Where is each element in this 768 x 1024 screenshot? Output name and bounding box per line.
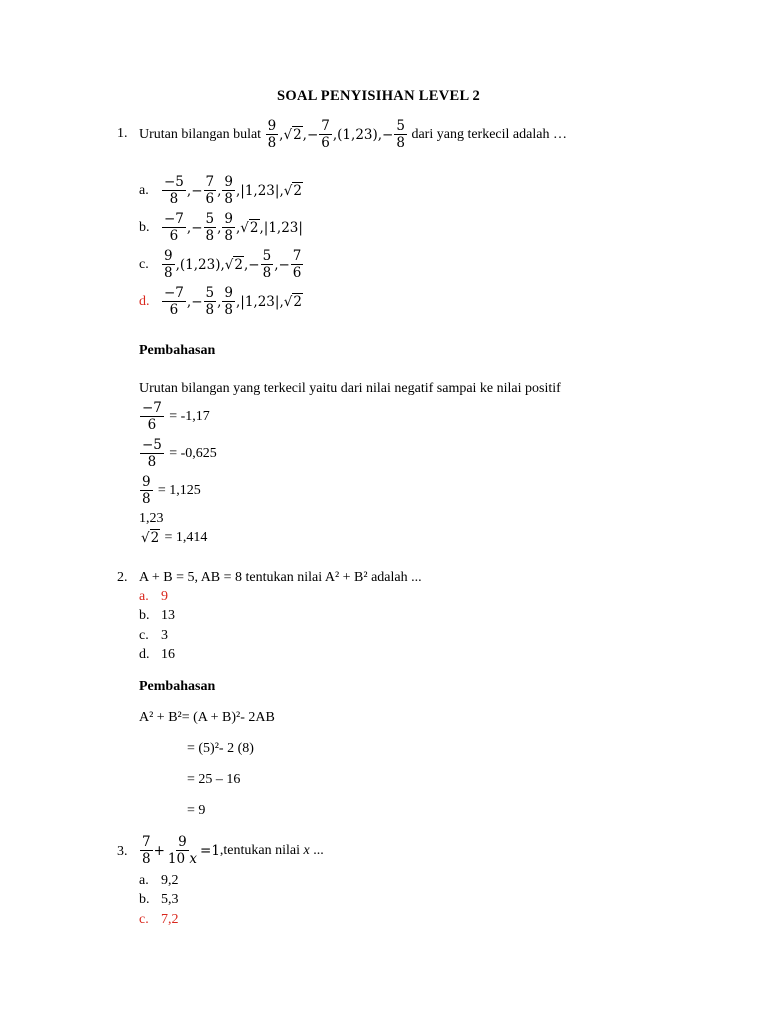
question-1-option-c: c. $\frac{9}{8}$ ,(1,23), √2 ,− $\frac{5}{8}$ ,− $\frac{7}{6}$ bbox=[139, 248, 302, 282]
question-3-variable: x bbox=[303, 842, 310, 858]
fraction-5-8: $\frac{5}{8}$ bbox=[396, 118, 405, 152]
fraction-9-8: $\frac{9}{8}$ bbox=[267, 118, 277, 152]
question-1-option-d: d. $\frac{-7}{6}$ ,− $\frac{5}{8}$ , $\frac{9}{8}$ ,|1,23|, √2 bbox=[139, 285, 302, 319]
value-text: = -0,625 bbox=[169, 445, 217, 461]
value-text: = 1,125 bbox=[157, 482, 201, 498]
question-3-option-b bbox=[139, 892, 179, 908]
question-2-option-d bbox=[139, 647, 175, 663]
value-row-5: √2 = 1,414 bbox=[141, 530, 208, 546]
sqrt-2: √2 bbox=[283, 126, 302, 143]
question-3-option-a bbox=[139, 873, 179, 889]
option-label: c. bbox=[139, 256, 149, 272]
option-label-correct: a. bbox=[139, 589, 149, 604]
question-1-text-after: dari yang terkecil adalah … bbox=[411, 126, 567, 142]
option-label: d. bbox=[139, 647, 150, 662]
option-label: b. bbox=[139, 219, 150, 235]
value-text: = -1,17 bbox=[169, 408, 210, 424]
option-value: 3 bbox=[161, 628, 168, 643]
option-value-correct: 7,2 bbox=[161, 912, 179, 927]
option-label-correct: c. bbox=[139, 912, 149, 927]
question-1-text: Urutan bilangan bulat $\frac{9}{8}$ , √2 ,− $\frac{7}{6}$ ,(1,23),− $\frac{5}{8}$ dari yang terkecil adalah … bbox=[139, 118, 567, 152]
question-3-ellipsis: ... bbox=[313, 842, 324, 858]
option-label-correct: d. bbox=[139, 293, 150, 309]
question-3-text-after: ,tentukan nilai bbox=[219, 842, 301, 858]
pembahasan-2-heading: Pembahasan bbox=[139, 679, 216, 694]
option-label: a. bbox=[139, 182, 149, 198]
value-row-4: 1,23 bbox=[139, 511, 164, 526]
question-2-text: A + B = 5, AB = 8 tentukan nilai A² + B² adalah ... bbox=[139, 570, 422, 585]
value-row-1: $\frac{-7}{6}$ = -1,17 bbox=[142, 400, 210, 434]
question-1-text-before: Urutan bilangan bulat bbox=[139, 126, 262, 142]
option-value: 5,3 bbox=[161, 892, 179, 907]
pembahasan-2-step-1: A² + B²= (A + B)²- 2AB bbox=[139, 710, 275, 725]
option-value: 13 bbox=[161, 608, 175, 623]
pembahasan-2-step-4: = 9 bbox=[187, 803, 206, 818]
question-3-text: $\frac{7}{8}$ + $\frac{9}{10 x}$ =1 ,tentukan nilai x ... bbox=[142, 834, 324, 868]
pembahasan-2-step-2: = (5)²- 2 (8) bbox=[187, 741, 254, 756]
question-2-option-c bbox=[139, 628, 168, 644]
option-label: c. bbox=[139, 628, 149, 643]
fraction-7-6: $\frac{7}{6}$ bbox=[321, 118, 330, 152]
option-value: 16 bbox=[161, 647, 175, 662]
pembahasan-1-explanation: Urutan bilangan yang terkecil yaitu dari nilai negatif sampai ke nilai positif bbox=[139, 381, 561, 396]
option-label: a. bbox=[139, 873, 149, 888]
question-2-option-a bbox=[139, 589, 168, 605]
value-row-3: $\frac{9}{8}$ = 1,125 bbox=[142, 474, 201, 508]
pembahasan-1-heading: Pembahasan bbox=[139, 343, 216, 358]
question-1-option-b: b. $\frac{-7}{6}$ ,− $\frac{5}{8}$ , $\frac{9}{8}$ , √2 ,|1,23| bbox=[139, 211, 303, 245]
pembahasan-2-step-3: = 25 – 16 bbox=[187, 772, 241, 787]
option-value-correct: 9 bbox=[161, 589, 168, 604]
question-2-option-b bbox=[139, 608, 175, 624]
option-label: b. bbox=[139, 608, 150, 623]
option-value: 9,2 bbox=[161, 873, 179, 888]
question-3-option-c bbox=[139, 912, 179, 928]
question-3-number: 3. bbox=[117, 844, 128, 859]
option-label: b. bbox=[139, 892, 150, 907]
question-1-option-a: a. $\frac{-5}{8}$ ,− $\frac{7}{6}$ , $\frac{9}{8}$ ,|1,23|, √2 bbox=[139, 174, 302, 208]
question-1-number: 1. bbox=[117, 126, 128, 141]
value-row-2: $\frac{-5}{8}$ = -0,625 bbox=[142, 437, 217, 471]
question-2-number: 2. bbox=[117, 570, 128, 585]
page-title: SOAL PENYISIHAN LEVEL 2 bbox=[277, 88, 481, 104]
value-text: = 1,414 bbox=[164, 530, 208, 545]
